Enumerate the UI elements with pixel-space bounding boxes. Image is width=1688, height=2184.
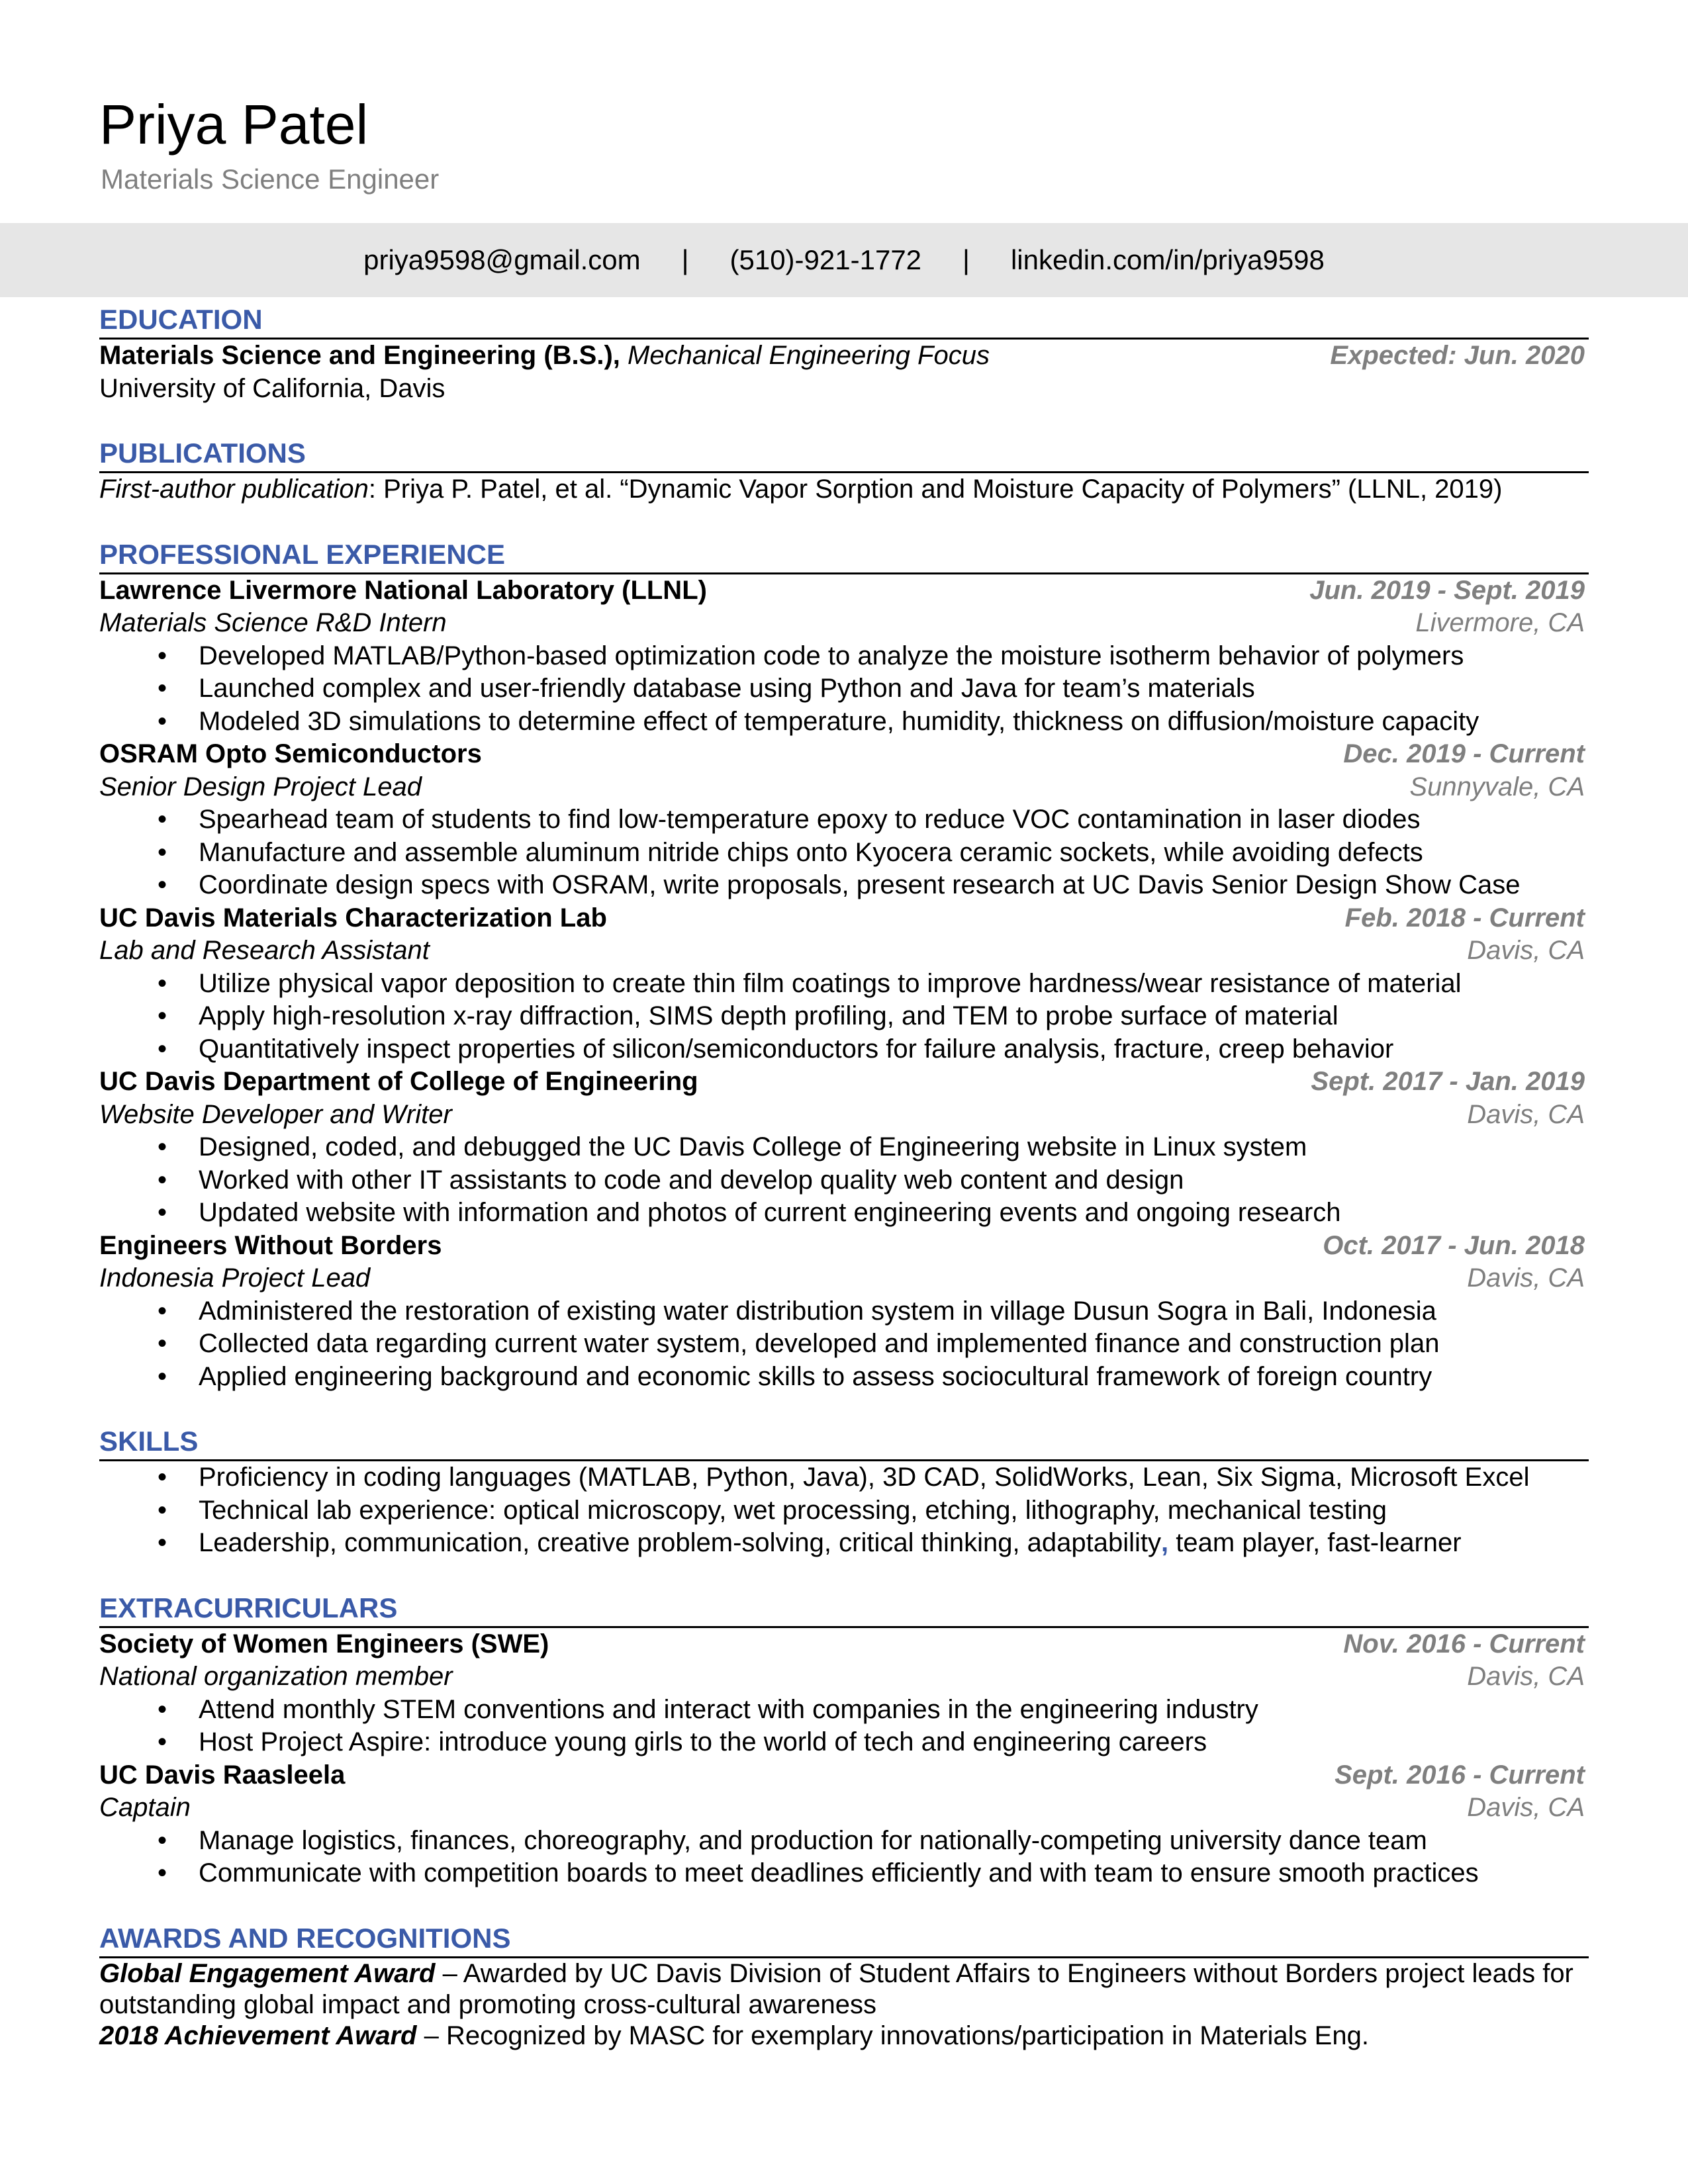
job-entry <box>99 902 1589 1066</box>
school-name: University of California, Davis <box>99 373 445 403</box>
job-org: Engineers Without Borders <box>99 1230 442 1260</box>
job-org: Lawrence Livermore National Laboratory (LLNL) <box>99 575 707 605</box>
job-subheader <box>99 607 1589 640</box>
activity-dates: Nov. 2016 - Current <box>1343 1629 1585 1659</box>
job-subheader <box>99 1099 1589 1132</box>
publications-section <box>99 433 1589 506</box>
award-entry <box>99 2021 1589 2052</box>
award-title: 2018 Achievement Award <box>99 2021 417 2050</box>
job-dates: Sept. 2017 - Jan. 2019 <box>1311 1067 1585 1096</box>
job-location: Livermore, CA <box>1415 608 1585 637</box>
education-section <box>99 299 1589 405</box>
bullet-item: • Manage logistics, finances, choreography, and production for nationally-competing university dance team <box>99 1825 1589 1858</box>
job-role: Website Developer and Writer <box>99 1099 452 1129</box>
job-role: Indonesia Project Lead <box>99 1263 371 1293</box>
candidate-name: Priya Patel <box>99 93 369 156</box>
job-entry <box>99 574 1589 739</box>
skill-text-tail: team player, fast-learner <box>1168 1528 1462 1557</box>
job-bullets <box>99 640 1589 739</box>
bullet-item: • Modeled 3D simulations to determine effect of temperature, humidity, thickness on diffusion/moisture capacity <box>99 705 1589 739</box>
skill-text: Leadership, communication, creative problem-solving, critical thinking, adaptability <box>199 1528 1162 1557</box>
job-role: Lab and Research Assistant <box>99 936 430 965</box>
linkedin-link[interactable]: linkedin.com/in/priya9598 <box>1010 244 1325 275</box>
job-subheader <box>99 934 1589 968</box>
bullet-item: • Applied engineering background and economic skills to assess sociocultural framework of foreign country <box>99 1361 1589 1394</box>
activity-header <box>99 1628 1589 1661</box>
bullet-item: • Communicate with competition boards to meet deadlines efficiently and with team to ensure smooth practices <box>99 1857 1589 1890</box>
bullet-item: • Designed, coded, and debugged the UC Davis College of Engineering website in Linux system <box>99 1131 1589 1164</box>
contact-separator: | <box>962 244 970 275</box>
degree-line <box>99 340 990 373</box>
section-heading: PUBLICATIONS <box>99 433 1589 473</box>
activity-org: UC Davis Raasleela <box>99 1760 346 1790</box>
phone-number: (510)-921-1772 <box>729 244 922 275</box>
activity-bullets <box>99 1694 1589 1759</box>
activity-location: Davis, CA <box>1467 1662 1585 1691</box>
section-heading: SKILLS <box>99 1421 1589 1461</box>
contact-bar <box>0 223 1688 297</box>
activity-role: Captain <box>99 1793 191 1822</box>
award-entry <box>99 1958 1589 2021</box>
job-location: Sunnyvale, CA <box>1409 772 1585 801</box>
skills-list <box>99 1461 1589 1560</box>
activity-location: Davis, CA <box>1467 1793 1585 1822</box>
publication-entry <box>99 473 1589 506</box>
activity-org: Society of Women Engineers (SWE) <box>99 1629 549 1659</box>
expected-date: Expected: Jun. 2020 <box>1330 341 1585 370</box>
job-header <box>99 738 1589 771</box>
skill-item <box>99 1527 1589 1560</box>
activity-entry <box>99 1628 1589 1759</box>
degree-focus: Mechanical Engineering Focus <box>628 341 990 370</box>
bullet-item: • Collected data regarding current water system, developed and implemented finance and construction plan <box>99 1328 1589 1361</box>
job-header <box>99 902 1589 935</box>
bullet-item: • Quantitatively inspect properties of silicon/semiconductors for failure analysis, fracture, creep behavior <box>99 1033 1589 1066</box>
bullet-item: • Host Project Aspire: introduce young girls to the world of tech and engineering careers <box>99 1726 1589 1759</box>
skill-item: • Proficiency in coding languages (MATLAB, Python, Java), 3D CAD, SolidWorks, Lean, Six Sigma, Microsoft Excel <box>99 1461 1589 1494</box>
job-header <box>99 1066 1589 1099</box>
activity-entry <box>99 1759 1589 1890</box>
bullet-item: • Launched complex and user-friendly database using Python and Java for team’s materials <box>99 672 1589 705</box>
section-heading: PROFESSIONAL EXPERIENCE <box>99 534 1589 574</box>
email-link[interactable]: priya9598@gmail.com <box>363 244 641 275</box>
job-location: Davis, CA <box>1467 936 1585 965</box>
bullet-item: • Attend monthly STEM conventions and interact with companies in the engineering industry <box>99 1694 1589 1727</box>
publication-text: : Priya P. Patel, et al. “Dynamic Vapor Sorption and Moisture Capacity of Polymers” (LLNL, 2019) <box>368 475 1503 504</box>
job-bullets <box>99 803 1589 902</box>
bullet-item: • Spearhead team of students to find low-temperature epoxy to reduce VOC contamination in laser diodes <box>99 803 1589 837</box>
job-dates: Dec. 2019 - Current <box>1343 739 1585 768</box>
bullet-item: • Coordinate design specs with OSRAM, write proposals, present research at UC Davis Senior Design Show Case <box>99 869 1589 902</box>
section-heading: EDUCATION <box>99 299 1589 340</box>
bullet-item: • Apply high-resolution x-ray diffraction, SIMS depth profiling, and TEM to probe surface of material <box>99 1000 1589 1033</box>
award-text: – Awarded by UC Davis Division of Student Affairs to Engineers without Borders project leads for outstanding global impact and promoting cross-cultural awareness <box>99 1958 1573 2019</box>
job-role: Senior Design Project Lead <box>99 772 422 801</box>
job-dates: Oct. 2017 - Jun. 2018 <box>1323 1230 1585 1260</box>
job-subheader <box>99 771 1589 804</box>
resume-content <box>99 299 1589 2079</box>
degree: Materials Science and Engineering (B.S.), <box>99 341 620 370</box>
bullet-item: • Developed MATLAB/Python-based optimization code to analyze the moisture isotherm behavior of polymers <box>99 640 1589 673</box>
job-dates: Jun. 2019 - Sept. 2019 <box>1309 575 1585 605</box>
job-location: Davis, CA <box>1467 1099 1585 1129</box>
bullet-item: • Updated website with information and photos of current engineering events and ongoing research <box>99 1197 1589 1230</box>
job-org: UC Davis Department of College of Engineering <box>99 1067 698 1096</box>
bullet-item: • Worked with other IT assistants to code and develop quality web content and design <box>99 1164 1589 1197</box>
award-title: Global Engagement Award <box>99 1958 436 1988</box>
bullet-item: • Administered the restoration of existing water distribution system in village Dusun Sogra in Bali, Indonesia <box>99 1295 1589 1328</box>
publication-label: First-author publication <box>99 475 369 504</box>
bullet-item: • Utilize physical vapor deposition to create thin film coatings to improve hardness/wear resistance of material <box>99 968 1589 1001</box>
experience-section <box>99 534 1589 1394</box>
skill-comma: , <box>1161 1528 1169 1557</box>
section-heading: EXTRACURRICULARS <box>99 1588 1589 1628</box>
candidate-title: Materials Science Engineer <box>101 163 440 195</box>
job-bullets <box>99 968 1589 1066</box>
awards-section <box>99 1918 1589 2052</box>
activity-subheader <box>99 1661 1589 1694</box>
extracurriculars-section <box>99 1588 1589 1890</box>
job-entry <box>99 1066 1589 1230</box>
skill-item: • Technical lab experience: optical microscopy, wet processing, etching, lithography, mechanical testing <box>99 1494 1589 1527</box>
section-heading: AWARDS AND RECOGNITIONS <box>99 1918 1589 1958</box>
job-header <box>99 574 1589 608</box>
activity-subheader <box>99 1792 1589 1825</box>
education-row <box>99 340 1589 373</box>
job-subheader <box>99 1262 1589 1295</box>
activity-header <box>99 1759 1589 1792</box>
job-bullets <box>99 1131 1589 1230</box>
job-location: Davis, CA <box>1467 1263 1585 1293</box>
job-bullets <box>99 1295 1589 1394</box>
job-org: OSRAM Opto Semiconductors <box>99 739 482 768</box>
job-org: UC Davis Materials Characterization Lab <box>99 903 607 933</box>
job-role: Materials Science R&D Intern <box>99 608 447 637</box>
job-entry <box>99 1230 1589 1394</box>
job-entry <box>99 738 1589 902</box>
contact-separator: | <box>681 244 689 275</box>
award-text: – Recognized by MASC for exemplary innovations/participation in Materials Eng. <box>416 2021 1369 2050</box>
activity-role: National organization member <box>99 1662 453 1691</box>
job-dates: Feb. 2018 - Current <box>1344 903 1585 933</box>
activity-bullets <box>99 1825 1589 1890</box>
activity-dates: Sept. 2016 - Current <box>1335 1760 1585 1790</box>
bullet-item: • Manufacture and assemble aluminum nitride chips onto Kyocera ceramic sockets, while avoiding defects <box>99 837 1589 870</box>
job-header <box>99 1230 1589 1263</box>
skills-section <box>99 1421 1589 1560</box>
